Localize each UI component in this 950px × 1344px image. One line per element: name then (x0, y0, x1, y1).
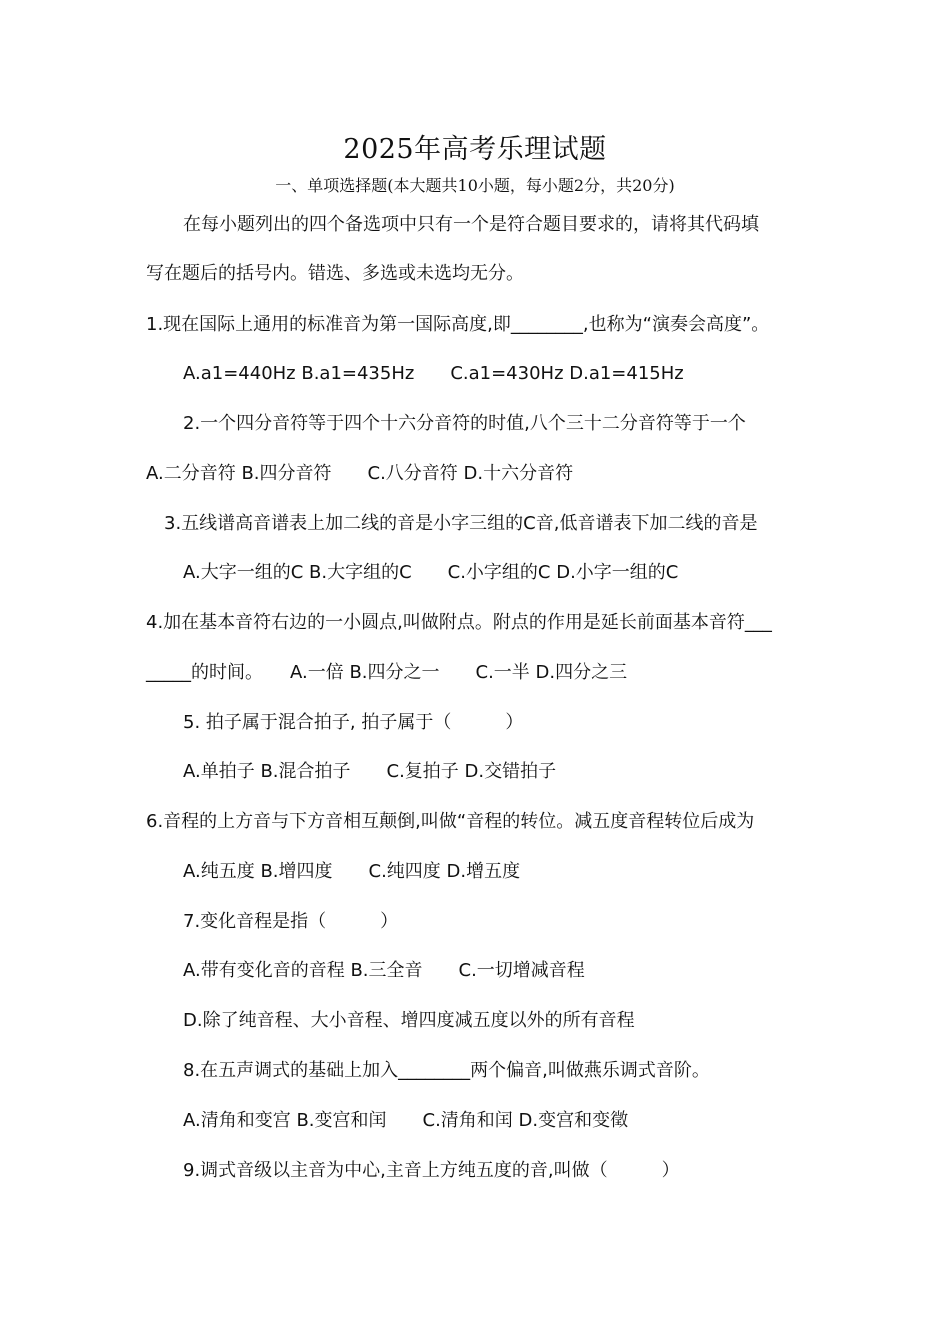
section-heading: 一、单项选择题(本大题共10小题，每小题2分，共20分) (275, 176, 675, 195)
question-7-option-d: D.除了纯音程、大小音程、增四度减五度以外的所有音程 (183, 1010, 635, 1031)
question-1: 1.现在国际上通用的标准音为第一国际高度,即________,也称为“演奏会高度”。 (146, 314, 770, 335)
question-3: 3.五线谱高音谱表上加二线的音是小字三组的C音,低音谱表下加二线的音是 (164, 513, 758, 534)
question-3-options: A.大字一组的C B.大字组的C C.小字组的C D.小字一组的C (183, 562, 679, 583)
question-1-options: A.a1=440Hz B.a1=435Hz C.a1=430Hz D.a1=415Hz (183, 363, 684, 384)
instruction-line-2: 写在题后的括号内。错选、多选或未选均无分。 (146, 263, 524, 284)
question-8-options: A.清角和变宫 B.变宫和闰 C.清角和闰 D.变宫和变徵 (183, 1110, 629, 1131)
question-5-options: A.单拍子 B.混合拍子 C.复拍子 D.交错拍子 (183, 761, 557, 782)
question-7: 7.变化音程是指（ ） (183, 911, 399, 932)
question-2-options: A.二分音符 B.四分音符 C.八分音符 D.十六分音符 (146, 463, 574, 484)
question-7-options: A.带有变化音的音程 B.三全音 C.一切增减音程 (183, 960, 585, 981)
question-6-options: A.纯五度 B.增四度 C.纯四度 D.增五度 (183, 861, 521, 882)
question-5: 5. 拍子属于混合拍子, 拍子属于（ ） (183, 712, 524, 733)
question-8: 8.在五声调式的基础上加入________两个偏音,叫做燕乐调式音阶。 (183, 1060, 710, 1081)
question-2: 2.一个四分音符等于四个十六分音符的时值,八个三十二分音符等于一个 (183, 413, 746, 434)
question-9: 9.调式音级以主音为中心,主音上方纯五度的音,叫做（ ） (183, 1160, 680, 1181)
question-4: 4.加在基本音符右边的一小圆点,叫做附点。附点的作用是延长前面基本音符___ (146, 612, 772, 633)
page-title: 2025年高考乐理试题 (343, 134, 607, 165)
instruction-line-1: 在每小题列出的四个备选项中只有一个是符合题目要求的，请将其代码填 (183, 214, 759, 235)
question-4-continued: _____的时间。 A.一倍 B.四分之一 C.一半 D.四分之三 (146, 662, 628, 683)
question-6: 6.音程的上方音与下方音相互颠倒,叫做“音程的转位。减五度音程转位后成为 (146, 811, 755, 832)
